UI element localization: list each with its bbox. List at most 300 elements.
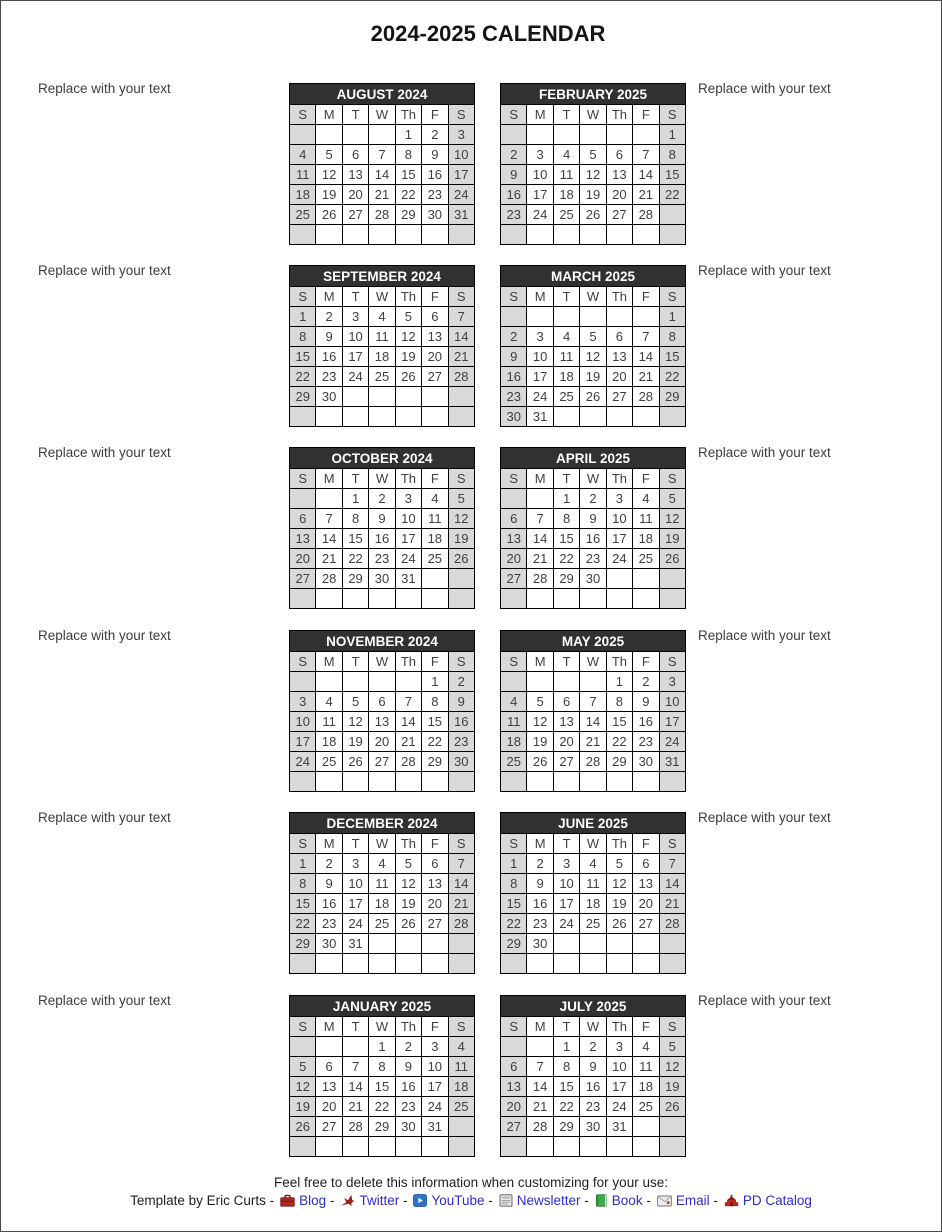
empty-day-cell (342, 1137, 368, 1157)
empty-day-cell (422, 225, 448, 245)
day-cell: 29 (395, 205, 421, 225)
month-header: JANUARY 2025 (290, 996, 475, 1017)
pd-catalog-link[interactable]: PD Catalog (742, 1193, 812, 1208)
day-cell: 24 (448, 185, 474, 205)
weekday-header: F (422, 1017, 448, 1037)
empty-day-cell (448, 589, 474, 609)
empty-day-cell (606, 569, 632, 589)
empty-day-cell (501, 1037, 527, 1057)
day-cell: 22 (290, 367, 316, 387)
day-cell: 1 (553, 1037, 579, 1057)
empty-day-cell (527, 672, 553, 692)
day-cell: 15 (422, 712, 448, 732)
day-cell: 19 (659, 1077, 685, 1097)
day-cell: 16 (580, 529, 606, 549)
day-cell: 17 (527, 185, 553, 205)
day-cell: 23 (316, 367, 342, 387)
day-cell: 6 (553, 692, 579, 712)
day-cell: 7 (395, 692, 421, 712)
blog-link[interactable]: Blog (299, 1193, 327, 1208)
day-cell: 22 (659, 367, 685, 387)
weekday-header: S (290, 287, 316, 307)
day-cell: 3 (342, 854, 368, 874)
weekday-header: M (527, 834, 553, 854)
day-cell: 23 (527, 914, 553, 934)
day-cell: 22 (553, 1097, 579, 1117)
month-calendar (289, 995, 475, 1157)
empty-day-cell (342, 225, 368, 245)
empty-day-cell (395, 672, 421, 692)
weekday-header: M (316, 1017, 342, 1037)
day-cell: 27 (501, 569, 527, 589)
weekday-header: F (633, 834, 659, 854)
day-cell: 8 (606, 692, 632, 712)
day-cell: 13 (422, 874, 448, 894)
day-cell: 10 (553, 874, 579, 894)
day-cell: 28 (633, 205, 659, 225)
day-cell: 23 (580, 549, 606, 569)
day-cell: 31 (606, 1117, 632, 1137)
day-cell: 28 (659, 914, 685, 934)
day-cell: 5 (290, 1057, 316, 1077)
day-cell: 23 (369, 549, 395, 569)
weekday-header: W (580, 469, 606, 489)
day-cell: 11 (290, 165, 316, 185)
day-cell: 1 (395, 125, 421, 145)
placeholder-text-left: Replace with your text (38, 810, 171, 825)
day-cell: 9 (316, 874, 342, 894)
day-cell: 19 (606, 894, 632, 914)
empty-day-cell (527, 125, 553, 145)
day-cell: 25 (290, 205, 316, 225)
credit-separator: - (484, 1193, 493, 1208)
day-cell: 27 (316, 1117, 342, 1137)
empty-day-cell (290, 954, 316, 974)
day-cell: 27 (633, 914, 659, 934)
day-cell: 5 (659, 489, 685, 509)
day-cell: 8 (395, 145, 421, 165)
day-cell: 7 (316, 509, 342, 529)
day-cell: 27 (606, 205, 632, 225)
weekday-header: T (553, 469, 579, 489)
month-calendar (289, 630, 475, 792)
day-cell: 11 (369, 874, 395, 894)
day-cell: 31 (395, 569, 421, 589)
month-calendar (289, 447, 475, 609)
month-calendar (289, 265, 475, 427)
day-cell: 2 (316, 854, 342, 874)
placeholder-text-right: Replace with your text (698, 81, 831, 96)
placeholder-text-left: Replace with your text (38, 263, 171, 278)
day-cell: 28 (527, 569, 553, 589)
day-cell: 18 (633, 529, 659, 549)
day-cell: 24 (527, 205, 553, 225)
day-cell: 27 (290, 569, 316, 589)
empty-day-cell (606, 1137, 632, 1157)
day-cell: 10 (395, 509, 421, 529)
day-cell: 3 (606, 489, 632, 509)
day-cell: 13 (606, 347, 632, 367)
empty-day-cell (606, 589, 632, 609)
day-cell: 6 (422, 854, 448, 874)
day-cell: 6 (316, 1057, 342, 1077)
day-cell: 28 (342, 1117, 368, 1137)
empty-day-cell (553, 954, 579, 974)
day-cell: 3 (448, 125, 474, 145)
month-calendar (500, 630, 686, 792)
day-cell: 18 (553, 367, 579, 387)
weekday-header: M (527, 1017, 553, 1037)
empty-day-cell (395, 772, 421, 792)
day-cell: 30 (448, 752, 474, 772)
footer (1, 1175, 941, 1208)
empty-day-cell (342, 1037, 368, 1057)
day-cell: 28 (633, 387, 659, 407)
empty-day-cell (422, 772, 448, 792)
credit-prefix: Template by Eric Curts - (130, 1193, 275, 1208)
day-cell: 27 (501, 1117, 527, 1137)
day-cell: 3 (342, 307, 368, 327)
day-cell: 11 (501, 712, 527, 732)
weekday-header: S (659, 834, 685, 854)
empty-day-cell (501, 307, 527, 327)
empty-day-cell (448, 772, 474, 792)
day-cell: 22 (501, 914, 527, 934)
weekday-header: Th (606, 469, 632, 489)
day-cell: 14 (659, 874, 685, 894)
day-cell: 23 (316, 914, 342, 934)
day-cell: 29 (501, 934, 527, 954)
placeholder-text-right: Replace with your text (698, 628, 831, 643)
month-header: JUNE 2025 (501, 813, 686, 834)
day-cell: 5 (448, 489, 474, 509)
day-cell: 11 (580, 874, 606, 894)
day-cell: 24 (659, 732, 685, 752)
empty-day-cell (448, 1117, 474, 1137)
month-header: AUGUST 2024 (290, 84, 475, 105)
day-cell: 21 (395, 732, 421, 752)
empty-day-cell (501, 125, 527, 145)
day-cell: 15 (553, 529, 579, 549)
day-cell: 2 (448, 672, 474, 692)
day-cell: 20 (422, 347, 448, 367)
day-cell: 15 (290, 347, 316, 367)
twitter-link[interactable]: Twitter (359, 1193, 400, 1208)
empty-day-cell (606, 407, 632, 427)
day-cell: 29 (342, 569, 368, 589)
day-cell: 25 (369, 914, 395, 934)
empty-day-cell (527, 954, 553, 974)
day-cell: 20 (606, 185, 632, 205)
newsletter-link[interactable]: Newsletter (516, 1193, 581, 1208)
day-cell: 30 (422, 205, 448, 225)
day-cell: 20 (501, 1097, 527, 1117)
weekday-header: M (316, 287, 342, 307)
weekday-header: Th (395, 105, 421, 125)
day-cell: 2 (316, 307, 342, 327)
day-cell: 15 (606, 712, 632, 732)
weekday-header: F (633, 469, 659, 489)
empty-day-cell (527, 489, 553, 509)
weekday-header: F (422, 469, 448, 489)
empty-day-cell (395, 589, 421, 609)
play-icon (413, 1194, 427, 1207)
page-title: 2024-2025 CALENDAR (370, 21, 606, 46)
day-cell: 10 (527, 165, 553, 185)
weekday-header: M (316, 469, 342, 489)
day-cell: 27 (422, 367, 448, 387)
empty-day-cell (606, 772, 632, 792)
day-cell: 27 (606, 387, 632, 407)
empty-day-cell (527, 589, 553, 609)
day-cell: 22 (422, 732, 448, 752)
weekday-header: Th (606, 287, 632, 307)
day-cell: 16 (422, 165, 448, 185)
calendar-row (1, 995, 941, 1177)
day-cell: 17 (553, 894, 579, 914)
day-cell: 7 (633, 145, 659, 165)
empty-day-cell (316, 772, 342, 792)
credit-separator: - (326, 1193, 335, 1208)
weekday-header: Th (395, 287, 421, 307)
email-link[interactable]: Email (675, 1193, 710, 1208)
weekday-header: W (369, 652, 395, 672)
day-cell: 19 (395, 347, 421, 367)
day-cell: 2 (501, 327, 527, 347)
day-cell: 23 (448, 732, 474, 752)
day-cell: 30 (395, 1117, 421, 1137)
youtube-link[interactable]: YouTube (431, 1193, 485, 1208)
day-cell: 13 (633, 874, 659, 894)
day-cell: 23 (633, 732, 659, 752)
weekday-header: S (448, 652, 474, 672)
book-link[interactable]: Book (611, 1193, 643, 1208)
empty-day-cell (553, 307, 579, 327)
weekday-header: W (369, 469, 395, 489)
day-cell: 30 (527, 934, 553, 954)
empty-day-cell (527, 307, 553, 327)
day-cell: 31 (659, 752, 685, 772)
day-cell: 4 (553, 327, 579, 347)
weekday-header: W (369, 287, 395, 307)
day-cell: 9 (395, 1057, 421, 1077)
day-cell: 21 (527, 549, 553, 569)
empty-day-cell (659, 1137, 685, 1157)
day-cell: 16 (369, 529, 395, 549)
day-cell: 14 (448, 874, 474, 894)
day-cell: 21 (527, 1097, 553, 1117)
weekday-header: M (316, 652, 342, 672)
empty-day-cell (527, 772, 553, 792)
empty-day-cell (501, 772, 527, 792)
weekday-header: Th (606, 652, 632, 672)
calendar-row (1, 812, 941, 994)
weekday-header: Th (395, 469, 421, 489)
weekday-header: F (422, 652, 448, 672)
day-cell: 26 (342, 752, 368, 772)
day-cell: 20 (316, 1097, 342, 1117)
empty-day-cell (633, 1117, 659, 1137)
empty-day-cell (290, 125, 316, 145)
day-cell: 27 (342, 205, 368, 225)
empty-day-cell (633, 772, 659, 792)
day-cell: 2 (580, 489, 606, 509)
empty-day-cell (659, 954, 685, 974)
day-cell: 12 (659, 509, 685, 529)
month-calendar (500, 265, 686, 427)
empty-day-cell (659, 225, 685, 245)
day-cell: 5 (606, 854, 632, 874)
day-cell: 30 (369, 569, 395, 589)
month-calendar (500, 83, 686, 245)
empty-day-cell (501, 954, 527, 974)
day-cell: 21 (659, 894, 685, 914)
day-cell: 10 (659, 692, 685, 712)
day-cell: 30 (580, 569, 606, 589)
day-cell: 12 (395, 327, 421, 347)
day-cell: 1 (369, 1037, 395, 1057)
day-cell: 1 (290, 307, 316, 327)
day-cell: 10 (606, 509, 632, 529)
empty-day-cell (316, 407, 342, 427)
placeholder-text-right: Replace with your text (698, 263, 831, 278)
day-cell: 17 (606, 1077, 632, 1097)
weekday-header: F (633, 1017, 659, 1037)
day-cell: 19 (342, 732, 368, 752)
empty-day-cell (369, 954, 395, 974)
empty-day-cell (633, 407, 659, 427)
empty-day-cell (316, 672, 342, 692)
weekday-header: W (369, 105, 395, 125)
day-cell: 29 (606, 752, 632, 772)
day-cell: 8 (369, 1057, 395, 1077)
empty-day-cell (395, 225, 421, 245)
day-cell: 20 (633, 894, 659, 914)
day-cell: 10 (527, 347, 553, 367)
day-cell: 16 (316, 347, 342, 367)
month-header: MAY 2025 (501, 631, 686, 652)
day-cell: 25 (553, 205, 579, 225)
empty-day-cell (501, 225, 527, 245)
day-cell: 19 (290, 1097, 316, 1117)
empty-day-cell (633, 1137, 659, 1157)
day-cell: 21 (316, 549, 342, 569)
day-cell: 12 (448, 509, 474, 529)
day-cell: 1 (553, 489, 579, 509)
empty-day-cell (369, 672, 395, 692)
empty-day-cell (316, 125, 342, 145)
day-cell: 2 (527, 854, 553, 874)
day-cell: 14 (369, 165, 395, 185)
empty-day-cell (395, 934, 421, 954)
day-cell: 9 (580, 509, 606, 529)
day-cell: 26 (659, 1097, 685, 1117)
weekday-header: M (316, 105, 342, 125)
weekday-header: S (448, 287, 474, 307)
day-cell: 17 (422, 1077, 448, 1097)
weekday-header: S (448, 469, 474, 489)
day-cell: 5 (342, 692, 368, 712)
empty-day-cell (580, 672, 606, 692)
weekday-header: T (553, 1017, 579, 1037)
empty-day-cell (290, 589, 316, 609)
day-cell: 16 (527, 894, 553, 914)
day-cell: 15 (290, 894, 316, 914)
weekday-header: Th (395, 834, 421, 854)
day-cell: 15 (395, 165, 421, 185)
empty-day-cell (553, 125, 579, 145)
day-cell: 9 (422, 145, 448, 165)
day-cell: 11 (369, 327, 395, 347)
month-calendar (500, 447, 686, 609)
day-cell: 24 (290, 752, 316, 772)
empty-day-cell (527, 1137, 553, 1157)
empty-day-cell (553, 225, 579, 245)
day-cell: 19 (580, 185, 606, 205)
day-cell: 8 (553, 1057, 579, 1077)
day-cell: 24 (606, 1097, 632, 1117)
weekday-header: T (553, 287, 579, 307)
day-cell: 15 (342, 529, 368, 549)
email-icon (657, 1195, 672, 1207)
empty-day-cell (342, 672, 368, 692)
empty-day-cell (553, 772, 579, 792)
empty-day-cell (316, 225, 342, 245)
weekday-header: Th (395, 652, 421, 672)
day-cell: 14 (316, 529, 342, 549)
day-cell: 7 (448, 307, 474, 327)
day-cell: 29 (369, 1117, 395, 1137)
weekday-header: S (501, 1017, 527, 1037)
day-cell: 21 (580, 732, 606, 752)
day-cell: 24 (422, 1097, 448, 1117)
day-cell: 10 (606, 1057, 632, 1077)
weekday-header: T (553, 105, 579, 125)
empty-day-cell (633, 589, 659, 609)
day-cell: 18 (290, 185, 316, 205)
calendar-row (1, 630, 941, 812)
empty-day-cell (316, 1037, 342, 1057)
day-cell: 9 (527, 874, 553, 894)
day-cell: 9 (580, 1057, 606, 1077)
empty-day-cell (501, 589, 527, 609)
day-cell: 27 (369, 752, 395, 772)
empty-day-cell (342, 954, 368, 974)
day-cell: 28 (395, 752, 421, 772)
day-cell: 19 (580, 367, 606, 387)
empty-day-cell (659, 772, 685, 792)
empty-day-cell (290, 489, 316, 509)
day-cell: 17 (659, 712, 685, 732)
day-cell: 6 (633, 854, 659, 874)
weekday-header: T (342, 652, 368, 672)
day-cell: 18 (501, 732, 527, 752)
day-cell: 26 (316, 205, 342, 225)
day-cell: 24 (342, 367, 368, 387)
day-cell: 26 (606, 914, 632, 934)
empty-day-cell (553, 1137, 579, 1157)
day-cell: 5 (395, 307, 421, 327)
day-cell: 7 (369, 145, 395, 165)
day-cell: 20 (422, 894, 448, 914)
day-cell: 28 (580, 752, 606, 772)
empty-day-cell (290, 772, 316, 792)
day-cell: 18 (369, 894, 395, 914)
empty-day-cell (422, 934, 448, 954)
day-cell: 3 (527, 327, 553, 347)
day-cell: 21 (448, 347, 474, 367)
day-cell: 23 (501, 205, 527, 225)
